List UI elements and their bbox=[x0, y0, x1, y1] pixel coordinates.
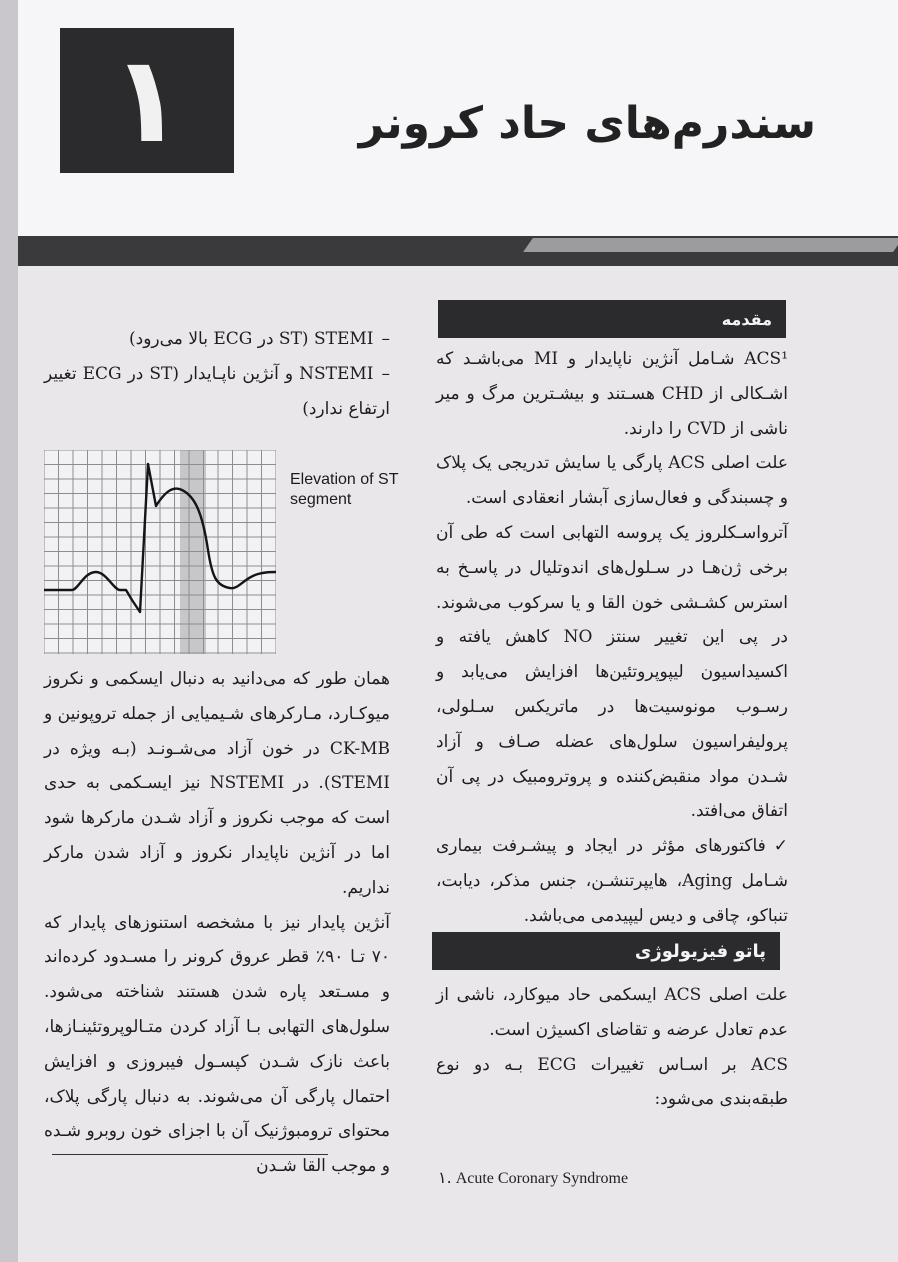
paragraph: ACS¹ شـامل آنژین ناپایدار و MI می‌باشـد که اشـکالی از CHD هسـتند و بیشـترین مرگ و میر ناشی از CVD را دارند. bbox=[436, 349, 789, 439]
paragraph: آترواسـکلروز یک پروسه التهابی است که طی آن برخی ژن‌هـا در سـلول‌های اندوتلیال در پاسـخ به استرس کشـشی خون القا و یا سرکوب می‌شوند. در پی این تغییر سنتز NO کاهش یافته و اکسیداسیون لیپوپروتئین‌ها افزایش می‌یابد و رسـوب مونوسیت‌ها در ماتریکس سـلولی، پرولیفراسیون سلول‌های عضله صـاف و آزاد شـدن مواد منقبض‌کننده و پروترومبیک در پی آن اتفاق می‌افتد. bbox=[436, 522, 788, 822]
paragraph: علت اصلی ACS پارگی یا سایش تدریجی یک پلاک و چسبندگی و فعال‌سازی آبشار انعقادی است. bbox=[436, 453, 788, 509]
risk-factors-text: فاکتورهای مؤثر در ایجاد و پیشـرفت بیماری شـامل Aging، هایپرتنشـن، جنس مذکر، دیابت، تنباکو، چاقی و دیس لیپیدمی می‌باشد. bbox=[436, 836, 788, 926]
acs-types-list bbox=[44, 322, 390, 426]
paragraph: علت اصلی ACS ایسکمی حاد میوکارد، ناشی از عدم تعادل عرضه و تقاضای اکسیژن است. bbox=[436, 985, 788, 1040]
paragraph: ACS بر اسـاس تغییرات ECG بـه دو نوع طبقه‌بندی می‌شود: bbox=[436, 1054, 788, 1110]
risk-factors-item bbox=[436, 829, 788, 933]
paragraph: همان طور که می‌دانید به دنبال ایسکمی و نکروز میوکـارد، مـارکرهای شـیمیایی از جمله تروپونین و CK-MB در خون آزاد می‌شـونـد (بـه ویژه در STEMI). در NSTEMI نیز ایسـکمی به حدی است که موجب نکروز و آزاد شـدن مارکرها شود اما در آنژین ناپایدار نکروز و آزاد شدن مارکر نداریم. bbox=[44, 669, 390, 898]
right-column-patho bbox=[436, 978, 788, 1117]
footnote bbox=[438, 1168, 628, 1188]
page-edge bbox=[0, 0, 18, 1262]
footnote-divider bbox=[52, 1154, 328, 1155]
ecg-figure bbox=[44, 450, 276, 654]
list-item-text: NSTEMI و آنژین ناپـایدار (ST در ECG تغییر ارتفاع ندارد) bbox=[44, 363, 390, 419]
section-heading-pathophysiology: پاتو فیزیولوژی bbox=[432, 932, 780, 970]
figure-caption: Elevation of ST segment bbox=[290, 471, 399, 508]
dash-bullet: – bbox=[381, 329, 390, 349]
header-divider-accent bbox=[523, 238, 898, 252]
right-column bbox=[436, 342, 788, 934]
chapter-title: سندرم‌های حاد کرونر bbox=[358, 98, 816, 149]
dash-bullet: – bbox=[381, 363, 390, 384]
checkmark-icon: ✓ bbox=[773, 836, 788, 857]
chapter-number: ۱ bbox=[60, 28, 234, 173]
footnote-text: Acute Coronary Syndrome bbox=[455, 1170, 629, 1187]
list-item bbox=[44, 322, 390, 357]
list-item-text: STEMI (ST در ECG بالا می‌رود) bbox=[129, 329, 374, 349]
left-column-body bbox=[44, 662, 390, 1184]
list-item bbox=[44, 357, 390, 427]
footnote-number: ۱. bbox=[438, 1168, 452, 1187]
paragraph: آنژین پایدار نیز با مشخصه استنوزهای پایدار که ۷۰ تـا ۹۰٪ قطر عروق کرونر را مسـدود کرده‌اند و مسـتعد پاره شدن هستند شناخته می‌شود. سلول‌های التهابی بـا آزاد کردن متـالوپروتئینـازها، باعث نازک شـدن کپسـول فیبروزی و افزایش احتمال پارگی آن می‌شوند. به دنبال پارگی پلاک، محتوای ترومبوژنیک آن با اجزای خون روبرو شـده و موجب القا شـدن bbox=[44, 912, 390, 1177]
section-heading-intro: مقدمه bbox=[438, 300, 786, 338]
